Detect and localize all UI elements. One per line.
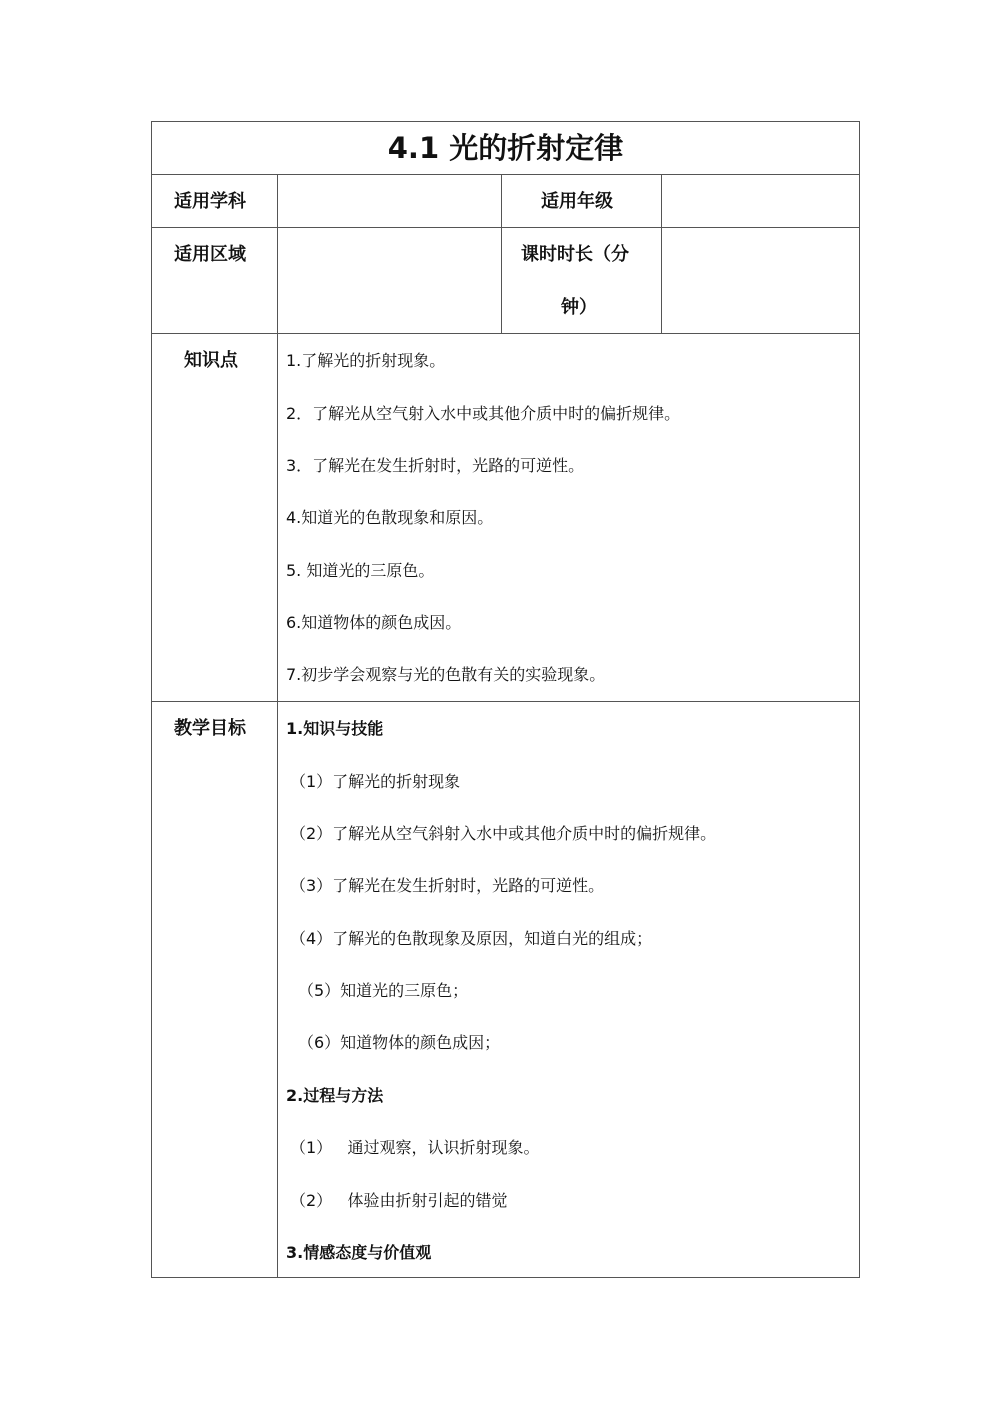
knowledge-item: 5. 知道光的三原色。 xyxy=(286,561,435,580)
duration-label-line1: 课时时长（分 xyxy=(521,244,629,265)
knowledge-item: 2．了解光从空气射入水中或其他介质中时的偏折规律。 xyxy=(286,404,681,423)
objectives-content-cell xyxy=(277,701,860,1278)
objectives-label: 教学目标 xyxy=(174,718,246,739)
knowledge-label-cell xyxy=(151,333,278,702)
knowledge-item: 7.初步学会观察与光的色散有关的实验现象。 xyxy=(286,665,606,684)
objectives-label-cell xyxy=(151,701,278,1278)
objective-item: （4）了解光的色散现象及原因，知道白光的组成； xyxy=(290,929,653,948)
knowledge-content-cell xyxy=(277,333,860,702)
page-title: 4.1 光的折射定律 xyxy=(387,131,624,165)
lesson-plan-table xyxy=(151,121,860,1278)
grade-value-cell[interactable] xyxy=(661,174,860,228)
objective-item: （1）了解光的折射现象 xyxy=(290,772,461,791)
knowledge-item: 4.知道光的色散现象和原因。 xyxy=(286,508,494,527)
region-value-cell[interactable] xyxy=(277,227,502,334)
objective-item: （6）知道物体的颜色成因； xyxy=(298,1033,501,1052)
objective-item: （5）知道光的三原色； xyxy=(298,981,469,1000)
objective-item: （2）了解光从空气斜射入水中或其他介质中时的偏折规律。 xyxy=(290,824,717,843)
objective-item: （2） 体验由折射引起的错觉 xyxy=(290,1191,508,1210)
title-cell xyxy=(151,121,860,175)
objective-item: （1） 通过观察，认识折射现象。 xyxy=(290,1138,540,1157)
knowledge-item: 3．了解光在发生折射时，光路的可逆性。 xyxy=(286,456,585,475)
objectives-section-heading: 3.情感态度与价值观 xyxy=(286,1243,432,1262)
knowledge-label: 知识点 xyxy=(184,350,238,371)
subject-label-cell xyxy=(151,174,278,228)
grade-label: 适用年级 xyxy=(541,191,613,212)
objectives-section-heading: 2.过程与方法 xyxy=(286,1086,384,1105)
duration-label-line2: 钟） xyxy=(561,297,597,318)
duration-value-cell[interactable] xyxy=(661,227,860,334)
subject-value-cell[interactable] xyxy=(277,174,502,228)
duration-label-cell xyxy=(501,227,662,334)
subject-label: 适用学科 xyxy=(174,191,246,212)
region-label-cell xyxy=(151,227,278,334)
grade-label-cell xyxy=(501,174,662,228)
objectives-section-heading: 1.知识与技能 xyxy=(286,719,384,738)
objective-item: （3）了解光在发生折射时，光路的可逆性。 xyxy=(290,876,605,895)
knowledge-item: 6.知道物体的颜色成因。 xyxy=(286,613,462,632)
region-label: 适用区域 xyxy=(174,244,246,265)
knowledge-item: 1.了解光的折射现象。 xyxy=(286,351,446,370)
